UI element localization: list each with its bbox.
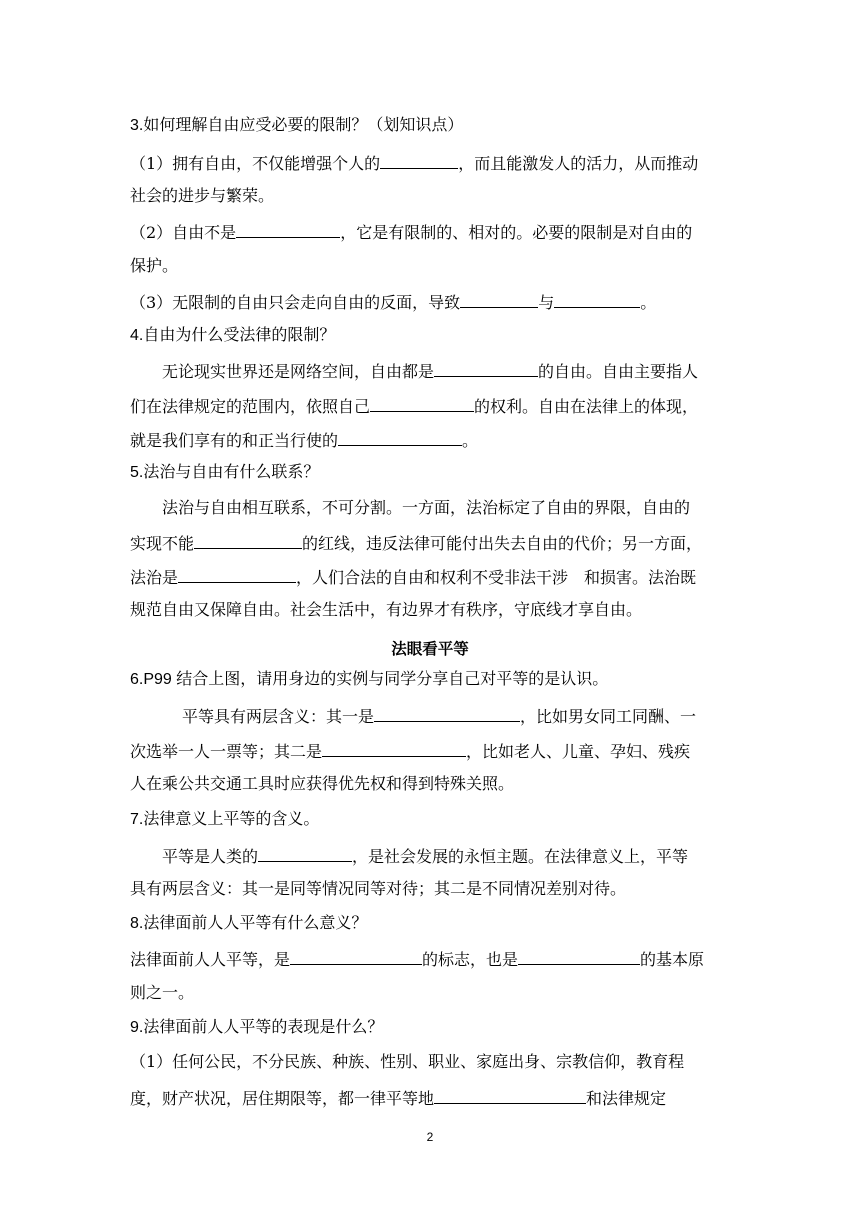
fill-blank[interactable]: [258, 845, 352, 862]
question-3-point-2: （2）自由不是 ，它是有限制的、相对的。必要的限制是对自由的: [130, 223, 693, 242]
question-6-line-2: 次选举一人一票等；其二是 ，比如老人、儿童、孕妇、残疾: [130, 742, 691, 761]
question-3-point-3: （3）无限制的自由只会走向自由的反面，导致 与 。: [130, 293, 657, 312]
fill-blank[interactable]: [338, 429, 462, 446]
question-4-line-3: 就是我们享有的和正当行使的 。: [130, 431, 479, 450]
fill-blank[interactable]: [194, 532, 302, 549]
question-8-title: 8.法律面前人人平等有什么意义？: [130, 915, 368, 932]
fill-blank[interactable]: [322, 740, 466, 757]
section-title: 法眼看平等: [391, 640, 469, 658]
fill-blank[interactable]: [236, 221, 340, 238]
fill-blank[interactable]: [370, 395, 474, 412]
fill-blank[interactable]: [554, 291, 640, 308]
question-9-line-1: （1）任何公民，不分民族、种族、性别、职业、家庭出身、宗教信仰，教育程: [130, 1052, 685, 1071]
question-7-line-2: 具有两层含义：其一是同等情况同等对待；其二是不同情况差别对待。: [130, 879, 627, 898]
question-3-point-1-cont: 社会的进步与繁荣。: [130, 186, 275, 205]
fill-blank[interactable]: [178, 566, 296, 583]
question-9-title: 9.法律面前人人平等的表现是什么？: [130, 1019, 384, 1036]
question-3-title: 3.如何理解自由应受必要的限制？（划知识点）: [130, 117, 464, 134]
fill-blank[interactable]: [290, 948, 422, 965]
fill-blank[interactable]: [460, 291, 538, 308]
fill-blank[interactable]: [434, 360, 538, 377]
question-5-line-1: 法治与自由相互联系，不可分割。一方面，法治标定了自由的界限，自由的: [162, 498, 691, 517]
page-number: 2: [426, 1130, 434, 1144]
fill-blank[interactable]: [434, 1087, 586, 1104]
question-8-line-1: 法律面前人人平等，是 的标志，也是 的基本原: [130, 950, 705, 969]
fill-blank[interactable]: [380, 152, 458, 169]
question-5-line-2: 实现不能 的红线，违反法律可能付出失去自由的代价；另一方面，: [130, 534, 703, 553]
question-5-line-3: 法治是 ，人们合法的自由和权利不受非法干涉 和损害。法治既: [130, 568, 697, 587]
question-8-line-2: 则之一。: [130, 983, 195, 1002]
question-5-line-4: 规范自由又保障自由。社会生活中，有边界才有秩序，守底线才享自由。: [130, 600, 643, 619]
question-7-title: 7.法律意义上平等的含义。: [130, 811, 320, 828]
question-7-line-1: 平等是人类的 ，是社会发展的永恒主题。在法律意义上，平等: [162, 847, 689, 866]
question-6-line-1: 平等具有两层含义：其一是 ，比如男女同工同酬、一: [182, 707, 697, 726]
question-3-point-1: （1）拥有自由，不仅能增强个人的 ，而且能激发人的活力，从而推动: [130, 154, 699, 173]
fill-blank[interactable]: [374, 705, 520, 722]
question-9-line-2: 度，财产状况，居住期限等，都一律平等地 和法律规定: [130, 1089, 667, 1108]
question-3-point-2-cont: 保护。: [130, 256, 179, 275]
question-6-line-3: 人在乘公共交通工具时应获得优先权和得到特殊关照。: [130, 774, 515, 793]
fill-blank[interactable]: [518, 948, 640, 965]
question-4-line-2: 们在法律规定的范围内，依照自己 的权利。自由在法律上的体现，: [130, 397, 699, 416]
question-5-title: 5.法治与自由有什么联系？: [130, 464, 320, 481]
question-6-title: 6.P99 结合上图，请用身边的实例与同学分享自己对平等的是认识。: [130, 671, 609, 688]
question-4-title: 4.自由为什么受法律的限制？: [130, 327, 336, 344]
question-4-line-1: 无论现实世界还是网络空间，自由都是 的自由。自由主要指人: [162, 362, 699, 381]
